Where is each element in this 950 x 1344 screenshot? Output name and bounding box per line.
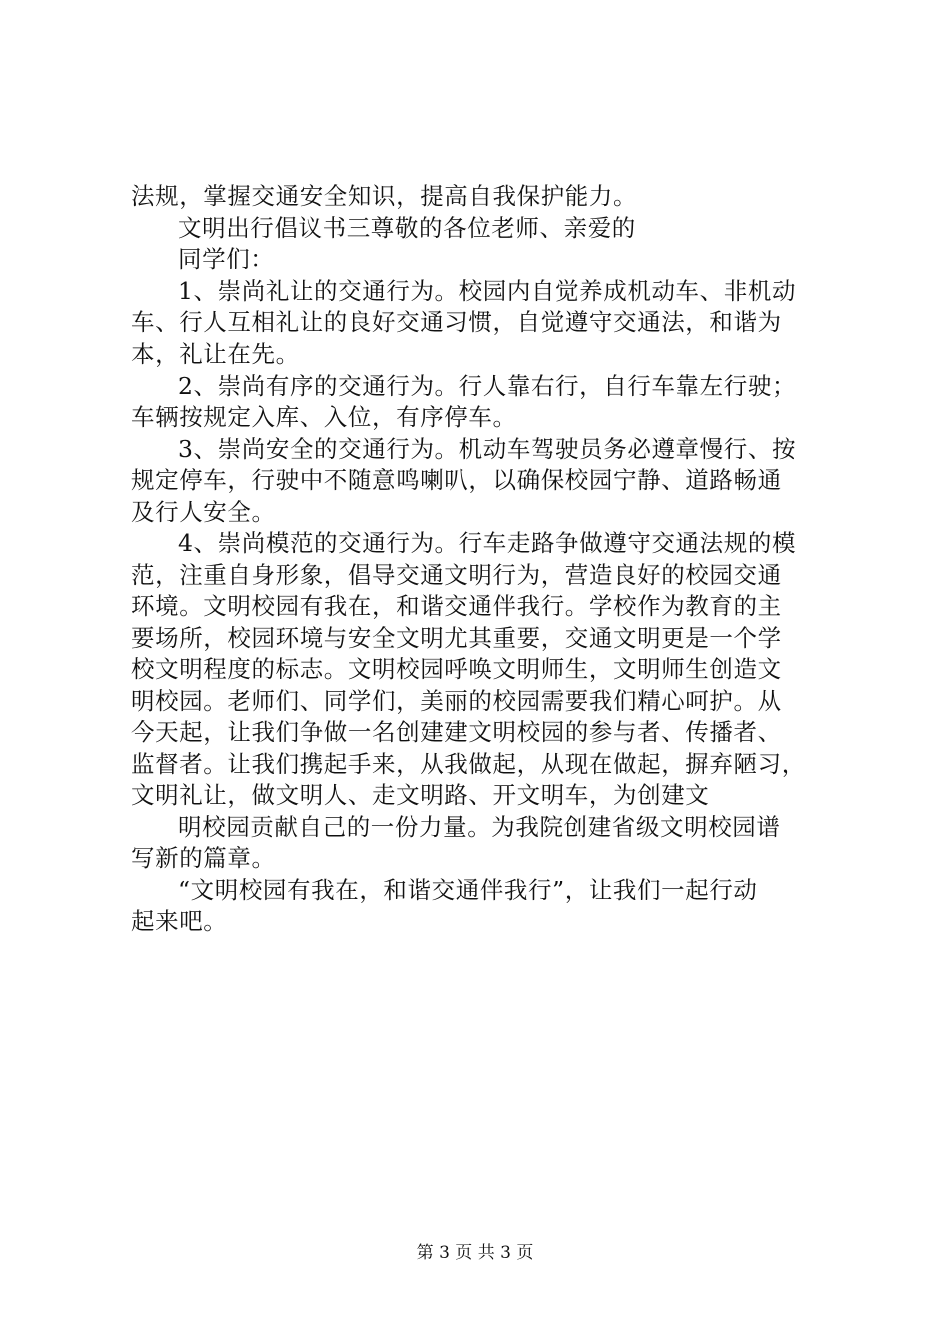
text-line: 写新的篇章。 bbox=[131, 844, 276, 872]
text-line: 今天起，让我们争做一名创建建文明校园的参与者、传播者、 bbox=[131, 718, 782, 746]
text-line: 文明礼让，做文明人、走文明路、开文明车，为创建文 bbox=[131, 781, 710, 809]
text-line: 监督者。让我们携起手来，从我做起，从现在做起，摒弃陋习， bbox=[131, 750, 806, 778]
text-line: “文明校园有我在，和谐交通伴我行”，让我们一起行动 bbox=[178, 876, 758, 904]
text-line: 法规，掌握交通安全知识，提高自我保护能力。 bbox=[131, 182, 638, 210]
text-line: 3、崇尚安全的交通行为。机动车驾驶员务必遵章慢行、按 bbox=[178, 435, 797, 463]
text-line: 规定停车，行驶中不随意鸣喇叭，以确保校园宁静、道路畅通 bbox=[131, 466, 782, 494]
text-line: 车、行人互相礼让的良好交通习惯，自觉遵守交通法，和谐为 bbox=[131, 308, 782, 336]
page-number-footer: 第 3 页 共 3 页 bbox=[416, 1243, 534, 1263]
text-line: 及行人安全。 bbox=[131, 498, 276, 526]
text-line: 要场所，校园环境与安全文明尤其重要，交通文明更是一个学 bbox=[131, 624, 782, 652]
text-line: 1、崇尚礼让的交通行为。校园内自觉养成机动车、非机动 bbox=[178, 277, 797, 305]
text-line: 车辆按规定入库、入位，有序停车。 bbox=[131, 403, 517, 431]
text-line: 本，礼让在先。 bbox=[131, 340, 300, 368]
text-line: 起来吧。 bbox=[131, 907, 228, 935]
text-line: 4、崇尚模范的交通行为。行车走路争做遵守交通法规的模 bbox=[178, 529, 797, 557]
text-line: 校文明程度的标志。文明校园呼唤文明师生，文明师生创造文 bbox=[131, 655, 782, 683]
text-line: 环境。文明校园有我在，和谐交通伴我行。学校作为教育的主 bbox=[131, 592, 782, 620]
text-line: 文明出行倡议书三尊敬的各位老师、亲爱的 bbox=[178, 214, 636, 242]
text-line: 明校园贡献自己的一份力量。为我院创建省级文明校园谱 bbox=[178, 813, 781, 841]
text-line: 范，注重自身形象，倡导交通文明行为，营造良好的校园交通 bbox=[131, 561, 782, 589]
text-line: 同学们： bbox=[178, 245, 275, 273]
text-line: 2、崇尚有序的交通行为。行人靠右行，自行车靠左行驶； bbox=[178, 372, 797, 400]
text-line: 明校园。老师们、同学们，美丽的校园需要我们精心呵护。从 bbox=[131, 687, 782, 715]
